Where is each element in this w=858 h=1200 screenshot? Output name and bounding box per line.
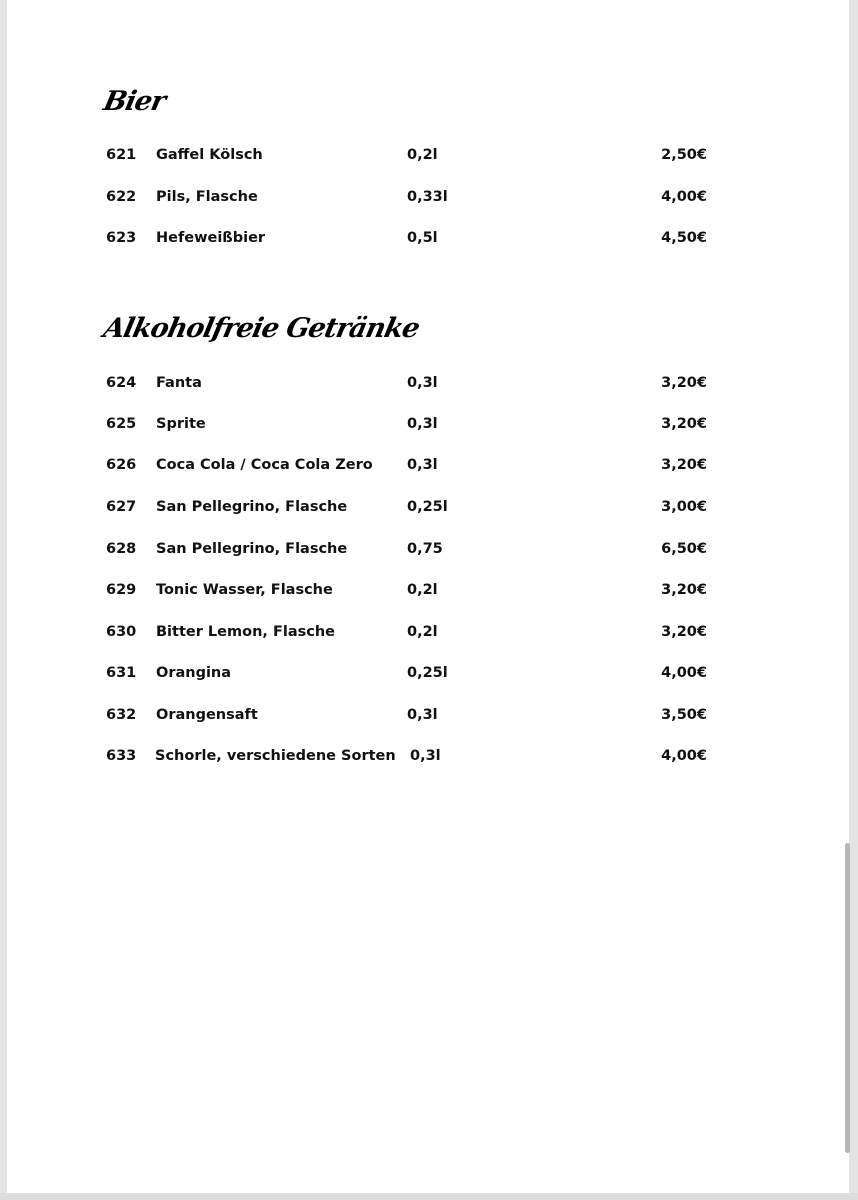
item-price: 3,00€ xyxy=(661,499,707,515)
item-number: 631 xyxy=(106,665,137,681)
item-price: 3,20€ xyxy=(661,416,707,432)
item-number: 621 xyxy=(106,147,137,163)
item-volume: 0,3l xyxy=(410,748,441,764)
menu-item-628 xyxy=(7,539,849,559)
item-price: 3,50€ xyxy=(661,707,707,723)
item-volume: 0,3l xyxy=(407,457,438,473)
menu-item-625 xyxy=(7,414,849,434)
item-name: Gaffel Kölsch xyxy=(156,147,263,163)
item-number: 624 xyxy=(106,375,137,391)
item-name: San Pellegrino, Flasche xyxy=(156,541,348,557)
item-volume: 0,33l xyxy=(407,189,448,205)
menu-item-622 xyxy=(7,187,849,207)
item-name: Sprite xyxy=(156,416,206,432)
item-number: 627 xyxy=(106,499,137,515)
item-name: Coca Cola / Coca Cola Zero xyxy=(156,457,373,473)
menu-page xyxy=(7,0,849,1193)
item-price: 2,50€ xyxy=(661,147,707,163)
bottom-edge xyxy=(0,1193,858,1200)
menu-item-621 xyxy=(7,145,849,165)
item-price: 3,20€ xyxy=(661,457,707,473)
item-name: Hefeweißbier xyxy=(156,230,266,246)
item-number: 633 xyxy=(106,748,137,764)
item-volume: 0,2l xyxy=(407,147,438,163)
item-volume: 0,3l xyxy=(407,707,438,723)
item-volume: 0,2l xyxy=(407,624,438,640)
item-name: Schorle, verschiedene Sorten xyxy=(155,748,396,764)
item-number: 623 xyxy=(106,230,137,246)
menu-item-631 xyxy=(7,663,849,683)
menu-item-626 xyxy=(7,455,849,475)
item-name: Fanta xyxy=(156,375,202,391)
item-number: 625 xyxy=(106,416,137,432)
item-volume: 0,75 xyxy=(407,541,443,557)
item-price: 4,00€ xyxy=(661,748,707,764)
item-volume: 0,25l xyxy=(407,665,448,681)
item-price: 3,20€ xyxy=(661,624,707,640)
menu-item-633 xyxy=(7,746,849,766)
item-name: Orangensaft xyxy=(156,707,258,723)
item-price: 4,00€ xyxy=(661,189,707,205)
section-title-alkoholfreie-getraenke: Alkoholfreie Getränke xyxy=(100,313,422,344)
item-volume: 0,2l xyxy=(407,582,438,598)
item-number: 632 xyxy=(106,707,137,723)
item-volume: 0,3l xyxy=(407,375,438,391)
item-number: 626 xyxy=(106,457,137,473)
item-name: Pils, Flasche xyxy=(156,189,258,205)
menu-item-627 xyxy=(7,497,849,517)
vertical-scrollbar[interactable] xyxy=(845,843,850,1153)
item-name: Tonic Wasser, Flasche xyxy=(156,582,333,598)
item-number: 629 xyxy=(106,582,137,598)
item-number: 622 xyxy=(106,189,137,205)
menu-item-624 xyxy=(7,373,849,393)
item-price: 4,50€ xyxy=(661,230,707,246)
menu-item-629 xyxy=(7,580,849,600)
menu-item-632 xyxy=(7,705,849,725)
menu-item-623 xyxy=(7,228,849,248)
item-price: 6,50€ xyxy=(661,541,707,557)
item-volume: 0,3l xyxy=(407,416,438,432)
menu-item-630 xyxy=(7,622,849,642)
item-name: San Pellegrino, Flasche xyxy=(156,499,348,515)
item-price: 3,20€ xyxy=(661,582,707,598)
item-name: Bitter Lemon, Flasche xyxy=(156,624,335,640)
item-volume: 0,25l xyxy=(407,499,448,515)
item-number: 628 xyxy=(106,541,137,557)
item-volume: 0,5l xyxy=(407,230,438,246)
section-title-bier: Bier xyxy=(100,86,168,117)
item-price: 3,20€ xyxy=(661,375,707,391)
item-name: Orangina xyxy=(156,665,232,681)
item-number: 630 xyxy=(106,624,137,640)
item-price: 4,00€ xyxy=(661,665,707,681)
